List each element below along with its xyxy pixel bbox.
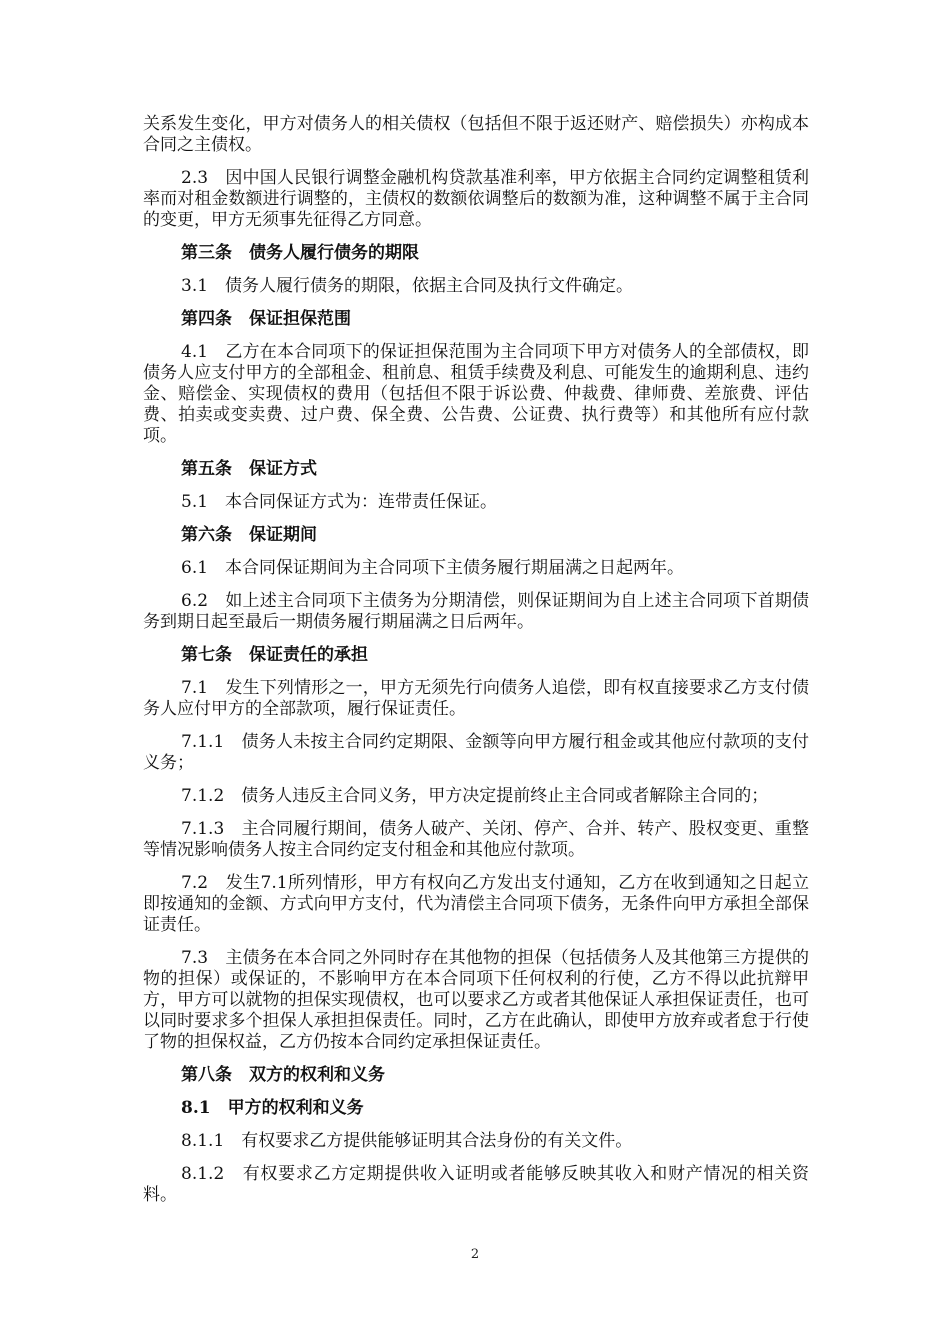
- paragraph: 7.1.2 债务人违反主合同义务，甲方决定提前终止主合同或者解除主合同的；: [181, 786, 769, 806]
- paragraph: 7.1 发生下列情形之一，甲方无须先行向债务人追偿，即有权直接要求乙方支付债务人应付甲方的全部款项，履行保证责任。: [143, 678, 809, 719]
- subsection-heading: 8.1 甲方的权利和义务: [181, 1098, 364, 1118]
- section-heading: 第八条 双方的权利和义务: [181, 1065, 385, 1085]
- paragraph: 6.1 本合同保证期间为主合同项下主债务履行期届满之日起两年。: [181, 558, 685, 578]
- paragraph: 8.1.1 有权要求乙方提供能够证明其合法身份的有关文件。: [181, 1131, 633, 1151]
- section-heading: 第四条 保证担保范围: [181, 309, 351, 329]
- paragraph: 6.2 如上述主合同项下主债务为分期清偿，则保证期间为自上述主合同项下首期债务到期日起至最后一期债务履行期届满之日后两年。: [143, 591, 809, 632]
- paragraph: 7.2 发生7.1所列情形，甲方有权向乙方发出支付通知，乙方在收到通知之日起立即按通知的金额、方式向甲方支付，代为清偿主合同项下债务，无条件向甲方承担全部保证责任。: [143, 873, 809, 935]
- paragraph: 7.3 主债务在本合同之外同时存在其他物的担保（包括债务人及其他第三方提供的物的担保）或保证的，不影响甲方在本合同项下任何权利的行使，乙方不得以此抗辩甲方，甲方可以就物的担保实现债权，也可以要求乙方或者其他保证人承担保证责任，也可以同时要求多个担保人承担担保责任。同时，乙方在此确认，即使甲方放弃或者怠于行使了物的担保权益，乙方仍按本合同约定承担保证责任。: [143, 948, 809, 1052]
- page-number: 2: [470, 1247, 480, 1262]
- section-heading: 第六条 保证期间: [181, 525, 317, 545]
- section-heading: 第三条 债务人履行债务的期限: [181, 243, 419, 263]
- paragraph: 8.1.2 有权要求乙方定期提供收入证明或者能够反映其收入和财产情况的相关资料。: [143, 1164, 809, 1205]
- paragraph: 7.1.1 债务人未按主合同约定期限、金额等向甲方履行租金或其他应付款项的支付义务；: [143, 732, 809, 773]
- paragraph: 5.1 本合同保证方式为：连带责任保证。: [181, 492, 498, 512]
- document-body: [143, 114, 809, 1218]
- paragraph: 关系发生变化，甲方对债务人的相关债权（包括但不限于返还财产、赔偿损失）亦构成本合同之主债权。: [143, 114, 809, 155]
- section-heading: 第七条 保证责任的承担: [181, 645, 368, 665]
- section-heading: 第五条 保证方式: [181, 459, 317, 479]
- paragraph: 7.1.3 主合同履行期间，债务人破产、关闭、停产、合并、转产、股权变更、重整等情况影响债务人按主合同约定支付租金和其他应付款项。: [143, 819, 809, 860]
- paragraph: 2.3 因中国人民银行调整金融机构贷款基准利率，甲方依据主合同约定调整租赁利率而对租金数额进行调整的，主债权的数额依调整后的数额为准，这种调整不属于主合同的变更，甲方无须事先征得乙方同意。: [143, 168, 809, 230]
- paragraph: 4.1 乙方在本合同项下的保证担保范围为主合同项下甲方对债务人的全部债权，即债务人应支付甲方的全部租金、租前息、租赁手续费及利息、可能发生的逾期利息、违约金、赔偿金、实现债权的费用（包括但不限于诉讼费、仲裁费、律师费、差旅费、评估费、拍卖或变卖费、过户费、保全费、公告费、公证费、执行费等）和其他所有应付款项。: [143, 342, 809, 446]
- paragraph: 3.1 债务人履行债务的期限，依据主合同及执行文件确定。: [181, 276, 634, 296]
